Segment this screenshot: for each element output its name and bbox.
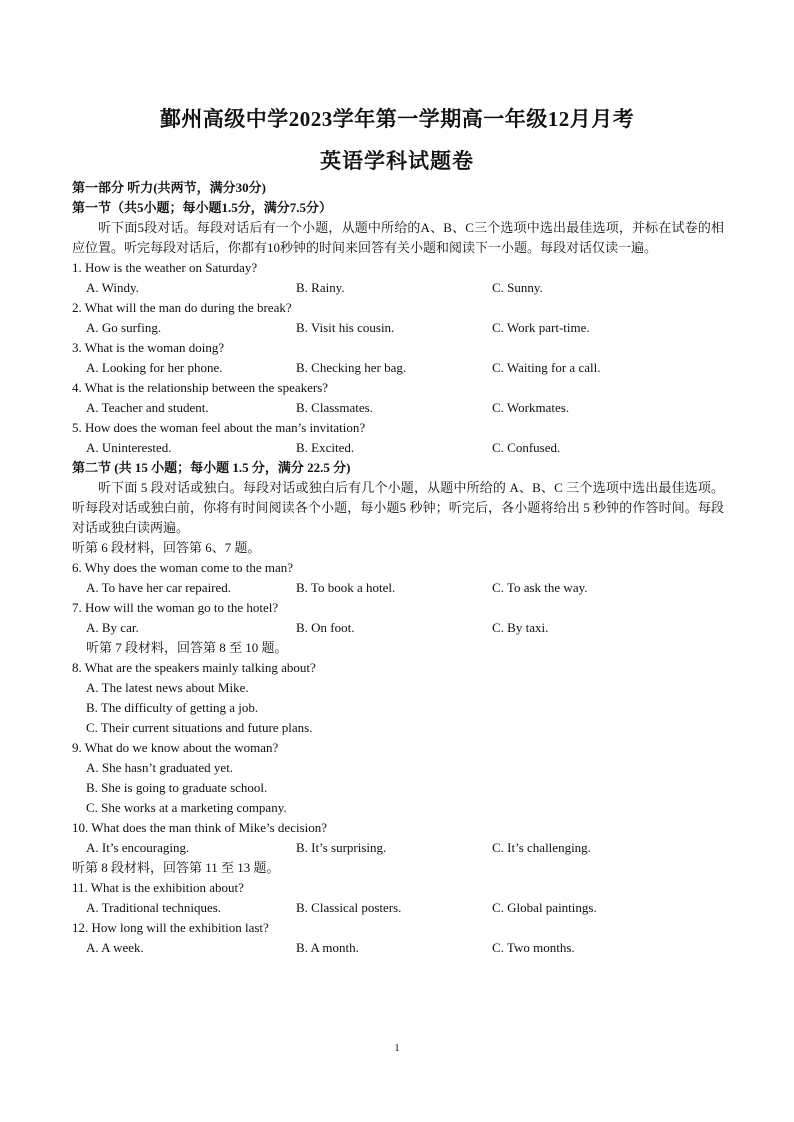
option-c: C. Two months. — [492, 940, 575, 955]
option-b: B. Classical posters. — [296, 900, 402, 915]
question-2: 2. What will the man do during the break? — [72, 300, 292, 315]
section2-instructions: 听下面 5 段对话或独白。每段对话或独白后有几个小题，从题中所给的 A、B、C 三个选项中选出最佳选项。听每段对话或独白前，你将有时间阅读各个小题，每小题5 秒钟；听完后，各小题将给出 5 秒钟的作答时间。每段对话或独白读两遍。 — [72, 480, 724, 535]
section1-instructions: 听下面5段对话。每段对话后有一个小题，从题中所给的A、B、C三个选项中选出最佳选项，并标在试卷的相应位置。听完每段对话后，你都有10秒钟的时间来回答有关小题和阅读下一小题。每段对话仅读一遍。 — [72, 220, 724, 255]
question-4-options — [72, 398, 724, 418]
question-10-options — [72, 838, 724, 858]
question-6: 6. Why does the woman come to the man? — [72, 560, 294, 575]
option-c: C. Global paintings. — [492, 900, 597, 915]
option-c: C. Work part-time. — [492, 320, 590, 335]
option-b: B. She is going to graduate school. — [86, 780, 268, 795]
question-4: 4. What is the relationship between the speakers? — [72, 380, 329, 395]
option-a: A. To have her car repaired. — [86, 580, 232, 595]
question-2-options — [72, 318, 724, 338]
question-6-options — [72, 578, 724, 598]
question-3-options — [72, 358, 724, 378]
section1-heading: 第一节（共5小题；每小题1.5分，满分7.5分） — [72, 200, 333, 215]
question-12-options — [72, 938, 724, 958]
option-b: B. To book a hotel. — [296, 580, 396, 595]
page-number: 1 — [394, 1042, 400, 1054]
option-c: C. She works at a marketing company. — [86, 800, 287, 815]
option-b: B. Checking her bag. — [296, 360, 407, 375]
option-c: C. Workmates. — [492, 400, 570, 415]
question-9: 9. What do we know about the woman? — [72, 740, 279, 755]
option-c: C. It’s challenging. — [492, 840, 591, 855]
option-a: A. The latest news about Mike. — [86, 680, 249, 695]
material-6-note: 听第 6 段材料，回答第 6、7 题。 — [72, 540, 261, 555]
question-5: 5. How does the woman feel about the man’s invitation? — [72, 420, 366, 435]
option-b: B. The difficulty of getting a job. — [86, 700, 259, 715]
option-c: C. By taxi. — [492, 620, 549, 635]
material-8-note: 听第 8 段材料，回答第 11 至 13 题。 — [72, 860, 280, 875]
option-b: B. Excited. — [296, 440, 355, 455]
option-c: C. Confused. — [492, 440, 561, 455]
question-8: 8. What are the speakers mainly talking about? — [72, 660, 316, 675]
question-12: 12. How long will the exhibition last? — [72, 920, 269, 935]
option-c: C. To ask the way. — [492, 580, 588, 595]
question-10: 10. What does the man think of Mike’s decision? — [72, 820, 328, 835]
option-a: A. Uninterested. — [86, 440, 172, 455]
option-a: A. Go surfing. — [86, 320, 162, 335]
option-a: A. Teacher and student. — [86, 400, 209, 415]
option-b: B. It’s surprising. — [296, 840, 387, 855]
option-b: B. Visit his cousin. — [296, 320, 395, 335]
option-a: A. By car. — [86, 620, 139, 635]
exam-title: 鄞州高级中学2023学年第一学期高一年级12月月考 — [159, 107, 635, 131]
part1-heading: 第一部分 听力(共两节，满分30分) — [72, 180, 266, 195]
question-7: 7. How will the woman go to the hotel? — [72, 600, 279, 615]
material-7-note: 听第 7 段材料，回答第 8 至 10 题。 — [86, 640, 288, 655]
option-b: B. Rainy. — [296, 280, 345, 295]
option-b: B. On foot. — [296, 620, 355, 635]
question-3: 3. What is the woman doing? — [72, 340, 225, 355]
question-1: 1. How is the weather on Saturday? — [72, 260, 258, 275]
question-7-options — [72, 618, 724, 638]
option-a: A. A week. — [86, 940, 144, 955]
option-c: C. Sunny. — [492, 280, 543, 295]
option-b: B. A month. — [296, 940, 359, 955]
option-c: C. Waiting for a call. — [492, 360, 601, 375]
question-11: 11. What is the exhibition about? — [72, 880, 244, 895]
option-a: A. She hasn’t graduated yet. — [86, 760, 234, 775]
option-c: C. Their current situations and future plans. — [86, 720, 313, 735]
exam-content — [72, 178, 724, 958]
exam-subtitle: 英语学科试题卷 — [320, 149, 474, 173]
section2-heading: 第二节 (共 15 小题；每小题 1.5 分，满分 22.5 分) — [72, 460, 351, 475]
question-1-options — [72, 278, 724, 298]
option-a: A. It’s encouraging. — [86, 840, 190, 855]
option-b: B. Classmates. — [296, 400, 373, 415]
option-a: A. Looking for her phone. — [86, 360, 223, 375]
question-5-options — [72, 438, 724, 458]
option-a: A. Traditional techniques. — [86, 900, 222, 915]
option-a: A. Windy. — [86, 280, 139, 295]
question-11-options — [72, 898, 724, 918]
